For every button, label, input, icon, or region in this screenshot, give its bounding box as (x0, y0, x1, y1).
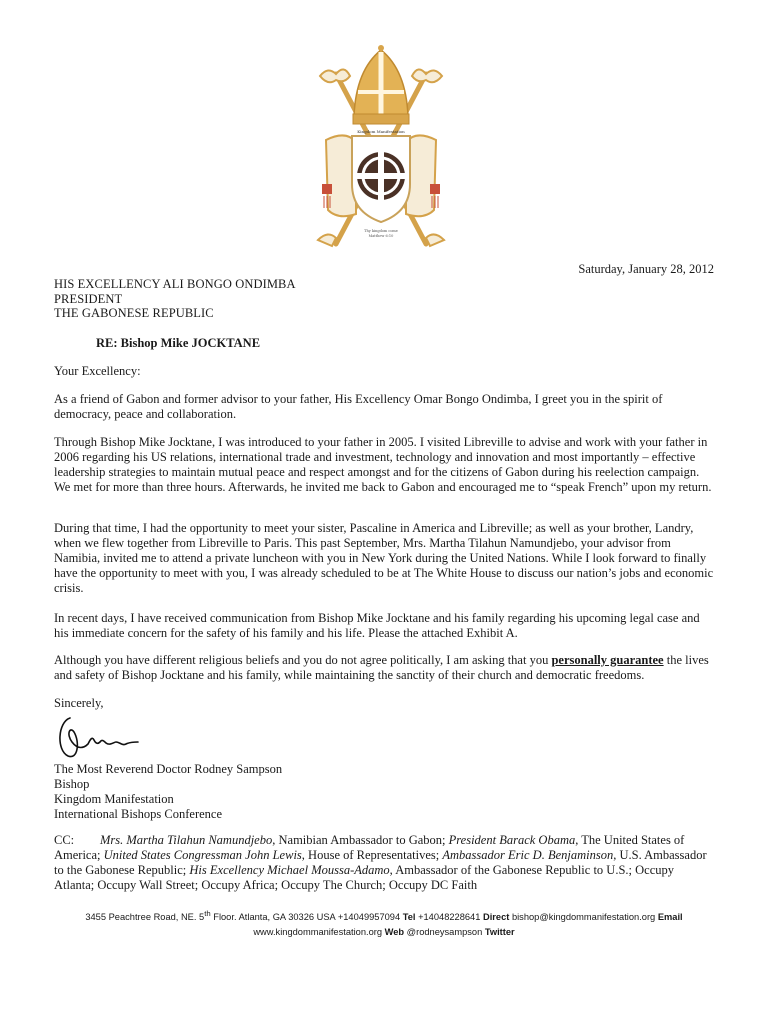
letter-date: Saturday, January 28, 2012 (578, 262, 714, 276)
svg-text:Thy kingdom come: Thy kingdom come (364, 229, 398, 233)
footer-twitter-label: Twitter (484, 927, 515, 938)
footer-tel-label: Tel (402, 912, 416, 923)
cc-list (54, 833, 716, 893)
cc-title-3: , House of Representatives; (301, 848, 443, 862)
subject-line: RE: Bishop Mike JOCKTANE (96, 336, 261, 350)
paragraph-4: In recent days, I have received communication from Bishop Mike Jocktane and his family regarding his upcoming legal case and his immediate concern for the safety of his family and his life. Please the attached Exhibit A. (54, 611, 700, 640)
closing: Sincerely, (54, 696, 104, 710)
footer-tel: +14049957094 (337, 912, 401, 923)
paragraph-5 (54, 653, 716, 683)
signer-name: The Most Reverend Doctor Rodney Sampson (54, 762, 283, 776)
cc-name-2: President Barack Obama (448, 833, 576, 847)
footer-line-1 (0, 906, 768, 925)
signer-conference: International Bishops Conference (54, 807, 223, 821)
cc-name-5: His Excellency Michael Moussa-Adamo (189, 863, 390, 877)
footer-web: www.kingdommanifestation.org (253, 927, 383, 938)
cc-title-5: , Ambassador of the Gabonese Republic to U.S.; Occupy Atlanta; Occupy Wall Street; Occupy Africa; Occupy The Church; Occupy DC Faith (54, 863, 674, 892)
paragraph-3: During that time, I had the opportunity to meet your sister, Pascaline in America and Libreville; as well as your brother, Landry, when we flew together from Libreville to Paris. This past September, Mrs. Martha Tilahun Namundjebo, your advisor from Namibia, invited me to attend a private luncheon with you in New York during the United Nations. While I look forward to finally have the opportunity to meet with you, I was already scheduled to be at The White House to discuss our nation’s jobs and economic crisis. (54, 521, 714, 595)
salutation: Your Excellency: (54, 364, 141, 378)
paragraph-2: Through Bishop Mike Jocktane, I was introduced to your father in 2005. I visited Libreville to advise and work with your father in 2006 regarding his US relations, international trade and investment, technology and innovation and most importantly – effective leadership strategies to maintain mutual peace and respect amongst and for the citizens of Gabon during his reelection campaign. We met for more than three hours. Afterwards, he invited me back to Gabon and encouraged me to “speak French” upon my return. (54, 435, 712, 494)
addressee-block (54, 277, 296, 321)
footer-email: bishop@kingdommanifestation.org (511, 912, 656, 923)
svg-text:Kingdom Manifestation: Kingdom Manifestation (357, 129, 405, 134)
svg-text:Matthew 6:10: Matthew 6:10 (368, 234, 394, 238)
footer-address-a: 3455 Peachtree Road, NE. 5 (85, 912, 205, 923)
addressee-title: PRESIDENT (54, 291, 123, 306)
cc-name-1: Mrs. Martha Tilahun Namundjebo (100, 833, 273, 847)
signer-block (54, 762, 282, 822)
cc-name-4: Ambassador Eric D. Benjaminson (442, 848, 614, 862)
footer-address-b: Floor. Atlanta, GA 30326 USA (210, 912, 338, 923)
emphasis-personally-guarantee: personally guarantee (551, 653, 664, 667)
footer-web-label: Web (384, 927, 405, 938)
cc-name-3: United States Congressman John Lewis (103, 848, 302, 862)
episcopal-crest-logo (306, 44, 456, 254)
letterhead-footer (0, 906, 768, 940)
paragraph-1: As a friend of Gabon and former advisor to your father, His Excellency Omar Bongo Ondimba, I greet you in the spirit of democracy, peace and collaboration. (54, 392, 663, 421)
handwritten-signature (54, 712, 164, 764)
signer-org: Kingdom Manifestation (54, 792, 174, 806)
cc-label: CC: (54, 833, 75, 847)
footer-line-2 (0, 925, 768, 940)
footer-email-label: Email (657, 912, 683, 923)
footer-fax: +14048228641 (418, 912, 481, 923)
addressee-country: THE GABONESE REPUBLIC (54, 306, 214, 320)
footer-fax-label: Direct (482, 912, 510, 923)
cc-title-2: , The United States of America; (54, 833, 685, 862)
cc-title-1: , Namibian Ambassador to Gabon; (272, 833, 449, 847)
footer-address-sup: th (204, 909, 211, 918)
cc-title-4: , U.S. Ambassador to the Gabonese Republic; (54, 848, 707, 877)
p5-text-before: Although you have different religious beliefs and you do not agree politically, I am asking that you (54, 653, 552, 667)
signer-title: Bishop (54, 777, 90, 791)
p5-text-after: the lives and safety of Bishop Jocktane and his family, while maintaining the sanctity of their church and democratic freedoms. (54, 653, 709, 682)
footer-twitter: @rodneysampson (406, 927, 483, 938)
addressee-name: HIS EXCELLENCY ALI BONGO ONDIMBA (54, 277, 296, 291)
